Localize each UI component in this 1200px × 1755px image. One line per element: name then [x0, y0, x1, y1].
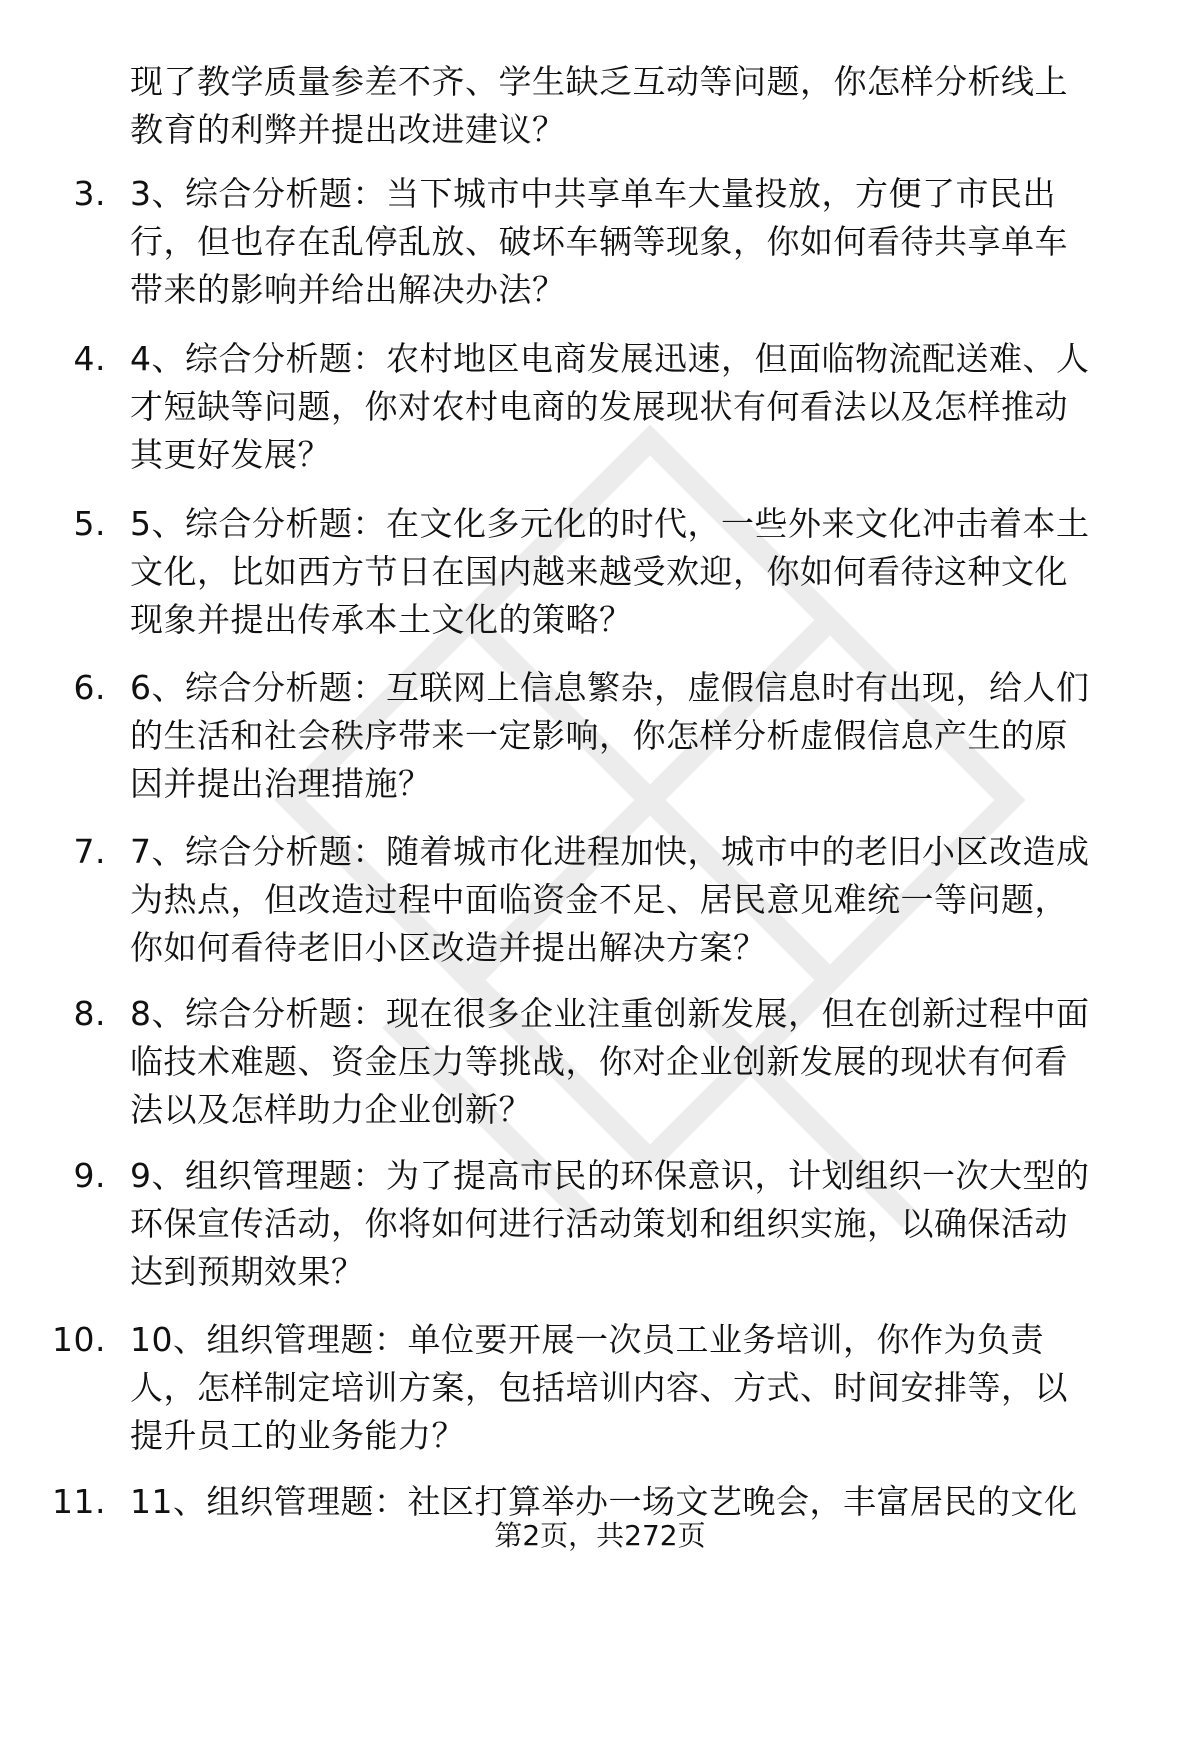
text-line: 5、综合分析题：在文化多元化的时代，一些外来文化冲击着本土 [130, 504, 1090, 543]
item-text [130, 500, 1170, 644]
text-line: 带来的影响并给出解决办法？ [130, 270, 566, 309]
text-line: 环保宣传活动，你将如何进行活动策划和组织实施，以确保活动 [130, 1204, 1068, 1243]
text-line: 因并提出治理措施？ [130, 764, 432, 803]
text-line: 现了教学质量参差不齐、学生缺乏互动等问题，你怎样分析线上 [130, 62, 1068, 101]
item-text [130, 828, 1170, 972]
text-line: 现象并提出传承本土文化的策略？ [130, 600, 633, 639]
item-number: 11. [52, 1482, 106, 1521]
text-line: 达到预期效果？ [130, 1252, 365, 1291]
text-line: 人，怎样制定培训方案，包括培训内容、方式、时间安排等，以 [130, 1368, 1068, 1407]
text-line: 8、综合分析题：现在很多企业注重创新发展，但在创新过程中面 [130, 994, 1090, 1033]
item-number: 7. [73, 832, 106, 871]
text-line: 9、组织管理题：为了提高市民的环保意识，计划组织一次大型的 [130, 1156, 1090, 1195]
item-number: 3. [73, 174, 106, 213]
text-line: 4、综合分析题：农村地区电商发展迅速，但面临物流配送难、人 [130, 339, 1090, 378]
item-text [130, 335, 1170, 479]
text-line: 其更好发展？ [130, 435, 331, 474]
item-number: 6. [73, 668, 106, 707]
item-text [130, 1152, 1170, 1296]
continuation-paragraph [130, 58, 1170, 154]
item-text [130, 1316, 1170, 1460]
item-number: 9. [73, 1156, 106, 1195]
item-number: 4. [73, 339, 106, 378]
text-line: 文化，比如西方节日在国内越来越受欢迎，你如何看待这种文化 [130, 552, 1068, 591]
text-line: 提升员工的业务能力？ [130, 1416, 465, 1455]
text-line: 的生活和社会秩序带来一定影响，你怎样分析虚假信息产生的原 [130, 716, 1068, 755]
text-line: 临技术难题、资金压力等挑战，你对企业创新发展的现状有何看 [130, 1042, 1068, 1081]
text-line: 才短缺等问题，你对农村电商的发展现状有何看法以及怎样推动 [130, 387, 1068, 426]
page-footer: 第2页，共272页 [494, 1519, 706, 1552]
text-line: 为热点，但改造过程中面临资金不足、居民意见难统一等问题， [130, 880, 1068, 919]
text-line: 你如何看待老旧小区改造并提出解决方案？ [130, 928, 767, 967]
item-number: 5. [73, 504, 106, 543]
text-line: 教育的利弊并提出改进建议？ [130, 110, 566, 149]
text-line: 10、组织管理题：单位要开展一次员工业务培训，你作为负责 [130, 1320, 1044, 1359]
text-line: 法以及怎样助力企业创新？ [130, 1090, 532, 1129]
item-number: 8. [73, 994, 106, 1033]
text-line: 7、综合分析题：随着城市化进程加快，城市中的老旧小区改造成 [130, 832, 1090, 871]
text-line: 11、组织管理题：社区打算举办一场文艺晚会，丰富居民的文化 [130, 1482, 1078, 1521]
text-line: 3、综合分析题：当下城市中共享单车大量投放，方便了市民出 [130, 174, 1056, 213]
item-text [130, 664, 1170, 808]
text-line: 行，但也存在乱停乱放、破坏车辆等现象，你如何看待共享单车 [130, 222, 1068, 261]
item-text [130, 990, 1170, 1134]
item-number: 10. [52, 1320, 106, 1359]
text-line: 6、综合分析题：互联网上信息繁杂，虚假信息时有出现，给人们 [130, 668, 1090, 707]
item-text [130, 170, 1170, 314]
